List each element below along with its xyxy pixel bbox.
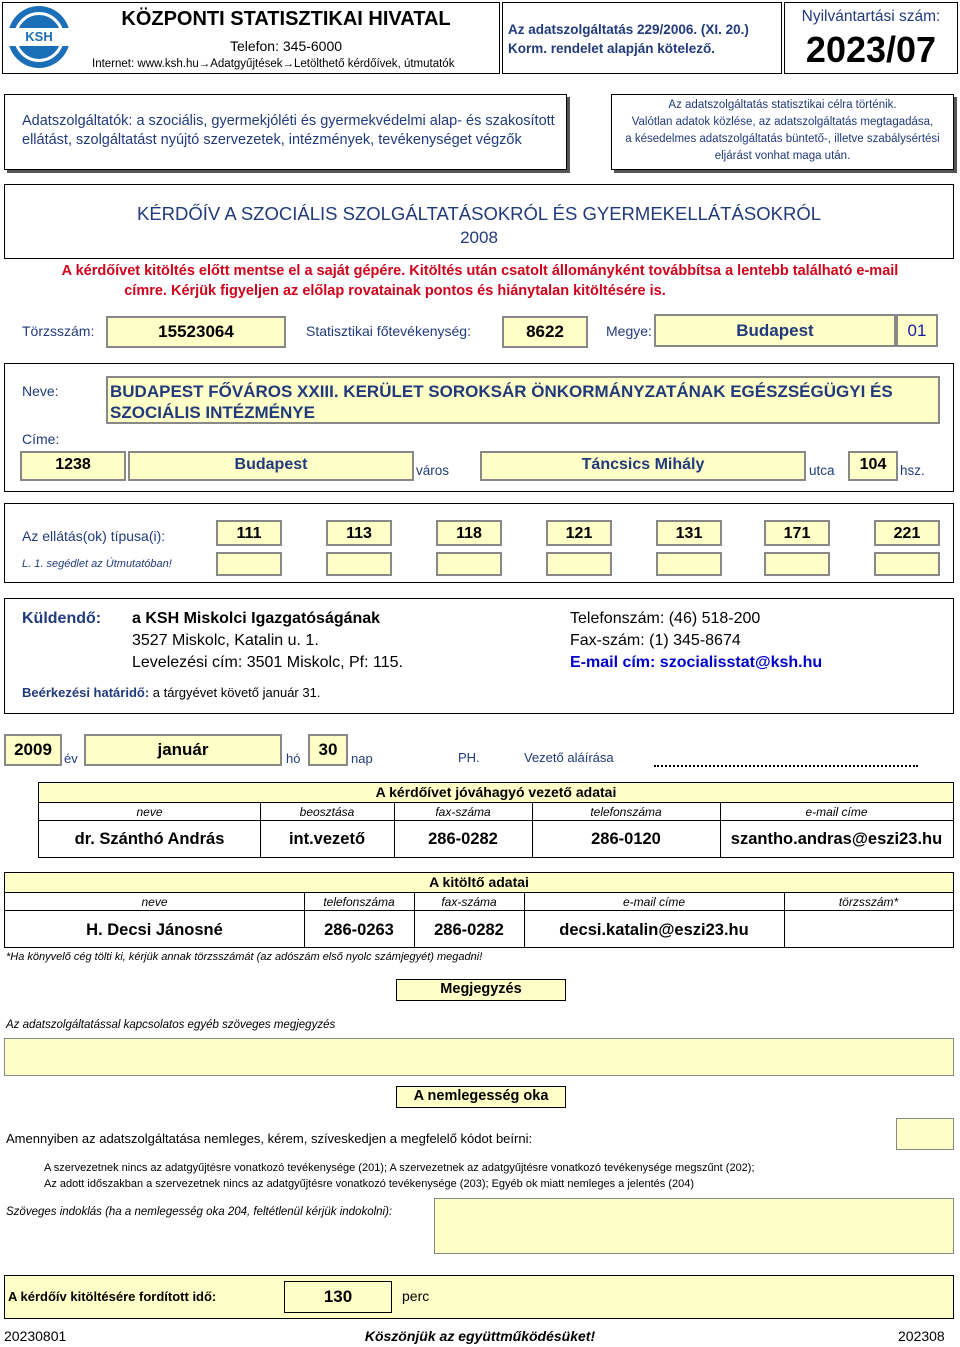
house-suffix: hsz. [900, 463, 925, 478]
page-title-year: 2008 [460, 228, 498, 247]
negative-text-label: Szöveges indoklás (ha a nemlegesség oka 204, feltétlenül kérjük indokolni): [6, 1206, 393, 1218]
agency-name: KÖZPONTI STATISZTIKAI HIVATAL [121, 8, 451, 30]
notes-field[interactable] [4, 1038, 954, 1076]
registration-label: Nyilvántartási szám: [801, 8, 941, 25]
org-name-label: Neve: [22, 383, 59, 399]
filler-header-fax: fax-száma [441, 895, 497, 909]
county-label: Megye: [606, 323, 652, 339]
time-label: A kérdőív kitöltésére fordított idő: [8, 1289, 217, 1304]
care-code: 171 [783, 525, 811, 542]
sender-name: a KSH Miskolci Igazgatóságának [132, 610, 381, 627]
stamp-label: PH. [458, 750, 480, 765]
manager-position[interactable]: int.vezető [288, 830, 366, 848]
legal-line2: Korm. rendelet alapján kötelező. [508, 41, 716, 56]
stat-activity-value: 8622 [526, 322, 564, 341]
filler-email[interactable]: decsi.katalin@eszi23.hu [559, 921, 749, 939]
date-day-label: nap [351, 751, 373, 766]
agency-phone: Telefon: 345-6000 [229, 38, 343, 54]
sender-phone: Telefonszám: (46) 518-200 [570, 610, 761, 627]
footer-right: 202308 [898, 1328, 945, 1344]
negative-codes-line2: Az adott időszakban a szervezetnek nincs az adatgyűjtésre vonatkozó tevékenysége (203); Egyéb ok miatt nemleges a jelentés (204) [44, 1178, 694, 1190]
notice-line3: a késedelmes adatszolgáltatás büntető-, illetve szabálysértési [625, 133, 940, 145]
org-name-line1: BUDAPEST FŐVÁROS XXIII. KERÜLET SOROKSÁR ÖNKORMÁNYZATÁNAK EGÉSZSÉGÜGYI ÉS [110, 382, 893, 401]
time-unit: perc [402, 1288, 430, 1304]
filler-heading: A kitöltő adatai [429, 874, 529, 890]
street-suffix: utca [809, 463, 835, 478]
date-month-label: hó [286, 751, 301, 766]
filler-phone[interactable]: 286-0263 [324, 921, 394, 939]
signature-label: Vezető aláírása [524, 750, 614, 765]
filler-fax[interactable]: 286-0282 [434, 921, 504, 939]
date-year: 2009 [14, 740, 52, 759]
footer-left: 20230801 [4, 1328, 67, 1344]
torzsszam-label: Törzsszám: [22, 323, 95, 339]
filler-name[interactable]: H. Decsi Jánosné [86, 921, 223, 939]
date-month: január [157, 740, 209, 759]
org-address-label: Címe: [22, 431, 60, 447]
negative-text-field[interactable] [434, 1198, 954, 1254]
manager-phone[interactable]: 286-0120 [591, 830, 661, 848]
care-types-label: Az ellátás(ok) típusa(i): [22, 528, 166, 544]
care-code: 131 [675, 525, 703, 542]
footer-thanks: Köszönjük az együttműködésüket! [364, 1328, 596, 1344]
agency-internet: Internet: www.ksh.hu→Adatgyűjtések→Letölthető kérdőívek, útmutatók [92, 58, 455, 70]
filler-footnote: *Ha könyvelő cég tölti ki, kérjük annak törzsszámát (az adószám első nyolc számjegyét) megadni! [6, 951, 483, 963]
instruction-line2: címre. Kérjük figyeljen az előlap rovatainak pontos és hiánytalan kitöltésére is. [124, 283, 666, 299]
filler-header-name: neve [141, 895, 168, 909]
manager-email[interactable]: szantho.andras@eszi23.hu [730, 830, 943, 848]
manager-header-phone: telefonszáma [590, 805, 662, 819]
manager-header-fax: fax-száma [435, 805, 491, 819]
org-name-line2: SZOCIÁLIS INTÉZMÉNYE [110, 403, 315, 422]
time-value: 130 [323, 1287, 353, 1306]
sender-address: 3527 Miskolc, Katalin u. 1. [132, 632, 319, 649]
instruction-line1: A kérdőívet kitöltés előtt mentse el a saját gépére. Kitöltés után csatolt állományként továbbítsa a lentebb található e-mail [61, 263, 899, 279]
street-value: Táncsics Mihály [581, 456, 705, 473]
ksh-logo [8, 6, 70, 68]
logo-text: KSH [25, 29, 53, 44]
date-day: 30 [318, 740, 338, 759]
page-title: KÉRDŐÍV A SZOCIÁLIS SZOLGÁLTATÁSOKRÓL ÉS GYERMEKELLÁTÁSOKRÓL [136, 203, 822, 224]
date-year-label: év [64, 751, 78, 766]
manager-name[interactable]: dr. Szánthó András [74, 830, 225, 848]
city-suffix: város [416, 463, 450, 478]
manager-heading: A kérdőívet jóváhagyó vezető adatai [375, 784, 617, 800]
stat-activity-label: Statisztikai főtevékenység: [306, 323, 471, 339]
deadline-text: a tárgyévet követő január 31. [149, 685, 321, 700]
deadline [22, 685, 320, 700]
notice-line4: eljárást vonhat maga után. [714, 150, 851, 162]
zip-value: 1238 [55, 456, 91, 473]
care-code-empty-field[interactable] [764, 552, 830, 576]
torzsszam-value: 15523064 [158, 322, 234, 341]
house-no-value: 104 [859, 456, 887, 473]
care-code: 113 [346, 525, 372, 542]
signature-line[interactable] [654, 765, 918, 767]
notes-heading: Megjegyzés [440, 981, 522, 997]
legal-line1: Az adatszolgáltatás 229/2006. (XI. 20.) [508, 22, 749, 37]
providers-line2: ellátást, szolgáltatást nyújtó szervezetek, intézmények, tevékenységet végzők [22, 132, 522, 148]
sender-postal: Levelezési cím: 3501 Miskolc, Pf: 115. [132, 654, 403, 671]
care-code-empty-field[interactable] [656, 552, 722, 576]
negative-code-field[interactable] [896, 1118, 954, 1150]
manager-header-email: e-mail címe [805, 805, 868, 819]
manager-fax[interactable]: 286-0282 [428, 830, 498, 848]
legal-box [502, 2, 782, 74]
care-code-empty-field[interactable] [216, 552, 282, 576]
notes-label: Az adatszolgáltatással kapcsolatos egyéb szöveges megjegyzés [6, 1019, 336, 1031]
city-value: Budapest [234, 456, 308, 473]
manager-header-name: neve [136, 805, 163, 819]
filler-header-email: e-mail címe [622, 895, 685, 909]
county-code: 01 [907, 321, 927, 340]
manager-header-position: beosztása [299, 805, 355, 819]
care-code-empty-field[interactable] [326, 552, 392, 576]
sender-fax: Fax-szám: (1) 345-8674 [570, 632, 741, 649]
care-code: 121 [565, 525, 593, 542]
negative-heading: A nemlegesség oka [413, 1088, 549, 1104]
negative-codes-line1: A szervezetnek nincs az adatgyűjtésre vonatkozó tevékenysége (201); A szervezetnek az adatgyűjtésre vonatkozó tevékenysége megszűnt (202); [44, 1162, 755, 1174]
negative-prompt: Amennyiben az adatszolgáltatása nemleges, kérem, szíveskedjen a megfelelő kódot beírni: [6, 1131, 533, 1146]
care-code-empty-field[interactable] [436, 552, 502, 576]
notice-line2: Valótlan adatok közlése, az adatszolgáltatás megtagadása, [631, 116, 934, 128]
county-value: Budapest [736, 321, 814, 340]
care-code-empty-field[interactable] [546, 552, 612, 576]
deadline-label: Beérkezési határidő: [22, 685, 150, 700]
care-code: 118 [456, 525, 482, 542]
filler-header-torzsszam: törzsszám* [838, 895, 899, 909]
notice-line1: Az adatszolgáltatás statisztikai célra történik. [668, 99, 897, 111]
sender-email[interactable]: E-mail cím: szocialisstat@ksh.hu [570, 654, 823, 671]
care-code: 111 [236, 525, 262, 542]
care-code-empty-field[interactable] [874, 552, 940, 576]
sender-label: Küldendő: [22, 610, 102, 627]
care-types-note: L. 1. segédlet az Útmutatóban! [22, 558, 172, 570]
care-code: 221 [893, 525, 921, 542]
providers-line1: Adatszolgáltatók: a szociális, gyermekjóléti és gyermekvédelmi alap- és szakosított [22, 113, 555, 129]
filler-header-phone: telefonszáma [323, 895, 395, 909]
registration-number: 2023/07 [805, 29, 937, 70]
